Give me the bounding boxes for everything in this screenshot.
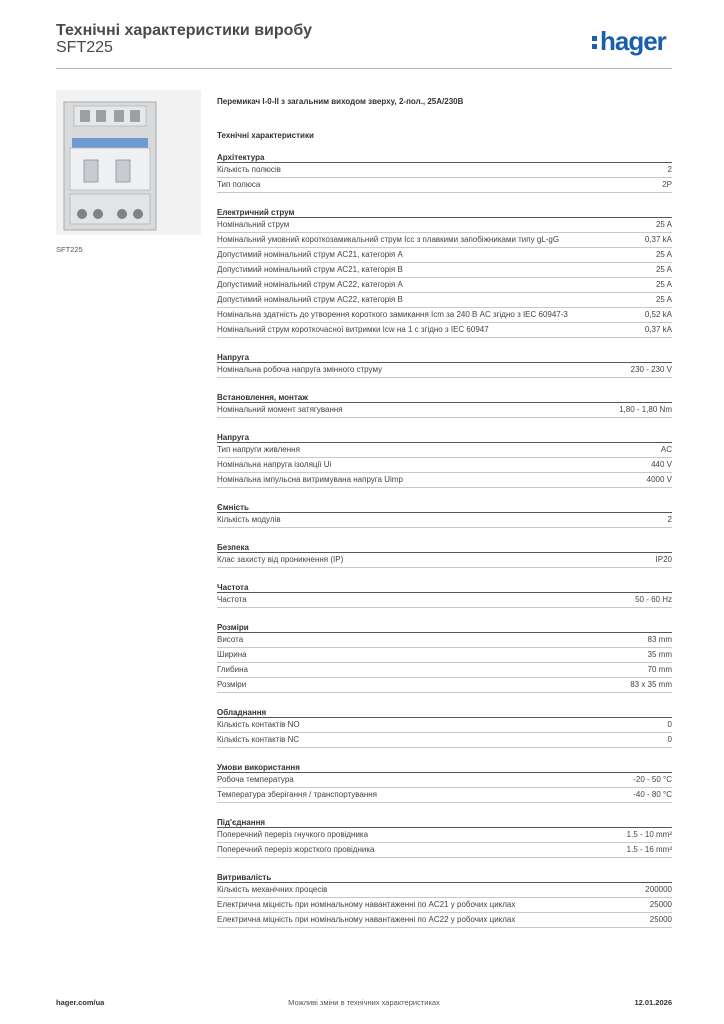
spec-label: Робоча температура [217, 775, 294, 784]
spec-value: 25 A [655, 295, 672, 304]
spec-value: 2 [667, 165, 672, 174]
section-title: Безпека [217, 542, 672, 553]
spec-section [217, 207, 672, 338]
spec-label: Допустимий номінальний струм AC22, категорія A [217, 280, 403, 289]
spec-label: Кількість механічних процесів [217, 885, 328, 894]
spec-value: 25 A [655, 265, 672, 274]
spec-value: 25000 [649, 915, 672, 924]
header-divider [56, 68, 672, 69]
spec-label: Поперечний переріз гнучкого провідника [217, 830, 369, 839]
footer-notice: Можливі зміни в технічних характеристиках [288, 998, 440, 1007]
spec-section [217, 762, 672, 803]
spec-label: Кількість модулів [217, 515, 281, 524]
spec-label: Кількість полюсів [217, 165, 281, 174]
spec-value: 25000 [649, 900, 672, 909]
spec-value: 200000 [645, 885, 672, 894]
section-title: Розміри [217, 622, 672, 633]
spec-section [217, 152, 672, 193]
spec-row [217, 473, 672, 488]
spec-row [217, 633, 672, 648]
spec-label: Розміри [217, 680, 247, 689]
spec-section [217, 432, 672, 488]
spec-section [217, 542, 672, 568]
spec-label: Тип полюса [217, 180, 261, 189]
spec-row [217, 323, 672, 338]
section-title: Напруга [217, 352, 672, 363]
spec-row [217, 403, 672, 418]
footer-date: 12.01.2026 [634, 998, 672, 1007]
spec-label: Номінальний струм короткочасної витримки Icw на 1 с згідно з IEC 60947 [217, 325, 489, 334]
section-title: Обладнання [217, 707, 672, 718]
spec-label: Частота [217, 595, 247, 604]
product-code: SFT225 [56, 39, 113, 56]
spec-label: Номінальний струм [217, 220, 290, 229]
section-title: Умови використання [217, 762, 672, 773]
spec-row [217, 248, 672, 263]
spec-row [217, 233, 672, 248]
document-title: Технічні характеристики виробу [56, 22, 312, 39]
spec-value: 1.5 - 16 mm² [626, 845, 672, 854]
switch-device-illustration [56, 90, 201, 235]
spec-row [217, 458, 672, 473]
spec-row [217, 898, 672, 913]
section-title: Електричний струм [217, 207, 672, 218]
spec-label: Допустимий номінальний струм AC21, категорія A [217, 250, 403, 259]
spec-row [217, 843, 672, 858]
spec-value: 25 A [655, 280, 672, 289]
spec-value: 0,37 kA [644, 325, 672, 334]
spec-label: Кількість контактів NO [217, 720, 300, 729]
spec-row [217, 718, 672, 733]
spec-row [217, 883, 672, 898]
section-title: Під'єднання [217, 817, 672, 828]
spec-section [217, 817, 672, 858]
spec-value: 0,37 kA [644, 235, 672, 244]
spec-row [217, 553, 672, 568]
spec-value: 0,52 kA [644, 310, 672, 319]
spec-value: -40 - 80 °C [633, 790, 672, 799]
spec-section [217, 582, 672, 608]
spec-row [217, 678, 672, 693]
spec-label: Кількість контактів NC [217, 735, 300, 744]
spec-row [217, 443, 672, 458]
spec-value: AC [660, 445, 672, 454]
section-title: Архітектура [217, 152, 672, 163]
spec-label: Електрична міцність при номінальному навантаженні по AC22 у робочих циклах [217, 915, 516, 924]
spec-section [217, 707, 672, 748]
spec-row [217, 593, 672, 608]
spec-section [217, 502, 672, 528]
spec-row [217, 293, 672, 308]
spec-value: 50 - 60 Hz [635, 595, 672, 604]
spec-row [217, 218, 672, 233]
spec-section [217, 352, 672, 378]
spec-row [217, 163, 672, 178]
spec-content [217, 96, 672, 928]
section-title: Витривалість [217, 872, 672, 883]
spec-section [217, 872, 672, 928]
spec-label: Номінальна здатність до утворення короткого замикання Icm за 240 В AC згідно з IEC 60947-3 [217, 310, 568, 319]
spec-value: 230 - 230 V [630, 365, 672, 374]
section-title: Напруга [217, 432, 672, 443]
spec-row [217, 513, 672, 528]
section-title: Частота [217, 582, 672, 593]
spec-value: 83 x 35 mm [630, 680, 672, 689]
spec-value: 440 V [651, 460, 672, 469]
spec-row [217, 263, 672, 278]
spec-label: Температура зберігання / транспортування [217, 790, 378, 799]
spec-row [217, 733, 672, 748]
spec-value: 70 mm [647, 665, 672, 674]
spec-value: 4000 V [646, 475, 672, 484]
spec-row [217, 663, 672, 678]
spec-label: Номінальна імпульсна витримувана напруга Uimp [217, 475, 403, 484]
spec-row [217, 308, 672, 323]
spec-label: Поперечний переріз жорсткого провідника [217, 845, 375, 854]
spec-row [217, 913, 672, 928]
spec-label: Висота [217, 635, 244, 644]
spec-value: 2P [662, 180, 672, 189]
spec-value: 0 [667, 720, 672, 729]
spec-label: Ширина [217, 650, 247, 659]
spec-row [217, 828, 672, 843]
product-image-caption: SFT225 [56, 245, 83, 254]
spec-value: 1,80 - 1,80 Nm [619, 405, 672, 414]
spec-label: Номінальна напруга ізоляції Ui [217, 460, 332, 469]
spec-row [217, 773, 672, 788]
footer-website-link[interactable]: hager.com/ua [56, 998, 105, 1007]
spec-label: Клас захисту від проникнення (IP) [217, 555, 344, 564]
hager-logo[interactable] [592, 28, 672, 56]
spec-value: 25 A [655, 220, 672, 229]
spec-value: 35 mm [647, 650, 672, 659]
spec-section [217, 622, 672, 693]
spec-label: Тип напруги живлення [217, 445, 300, 454]
spec-label: Допустимий номінальний струм AC22, категорія B [217, 295, 403, 304]
spec-label: Електрична міцність при номінальному навантаженні по AC21 у робочих циклах [217, 900, 516, 909]
section-title: Ємність [217, 502, 672, 513]
logo-text: hager [600, 26, 666, 56]
spec-value: -20 - 50 °C [633, 775, 672, 784]
spec-value: 2 [667, 515, 672, 524]
tech-characteristics-heading: Технічні характеристики [217, 131, 314, 140]
spec-sections [217, 152, 672, 928]
spec-row [217, 278, 672, 293]
logo-dots [592, 36, 598, 52]
spec-row [217, 363, 672, 378]
spec-value: IP20 [655, 555, 672, 564]
spec-value: 1.5 - 10 mm² [626, 830, 672, 839]
spec-value: 25 A [655, 250, 672, 259]
spec-row [217, 788, 672, 803]
spec-row [217, 648, 672, 663]
spec-label: Номінальний момент затягування [217, 405, 343, 414]
spec-label: Допустимий номінальний струм AC21, категорія B [217, 265, 403, 274]
spec-section [217, 392, 672, 418]
spec-label: Номінальна робоча напруга змінного струму [217, 365, 383, 374]
spec-value: 0 [667, 735, 672, 744]
product-description: Перемикач I-0-II з загальним виходом зверху, 2-пол., 25А/230В [217, 97, 464, 106]
spec-row [217, 178, 672, 193]
product-image [56, 90, 201, 235]
section-title: Встановлення, монтаж [217, 392, 672, 403]
spec-label: Номінальний умовний короткозамикальний струм Icc з плавкими запобіжниками типу gL-gG [217, 235, 560, 244]
spec-value: 83 mm [647, 635, 672, 644]
spec-label: Глибина [217, 665, 248, 674]
